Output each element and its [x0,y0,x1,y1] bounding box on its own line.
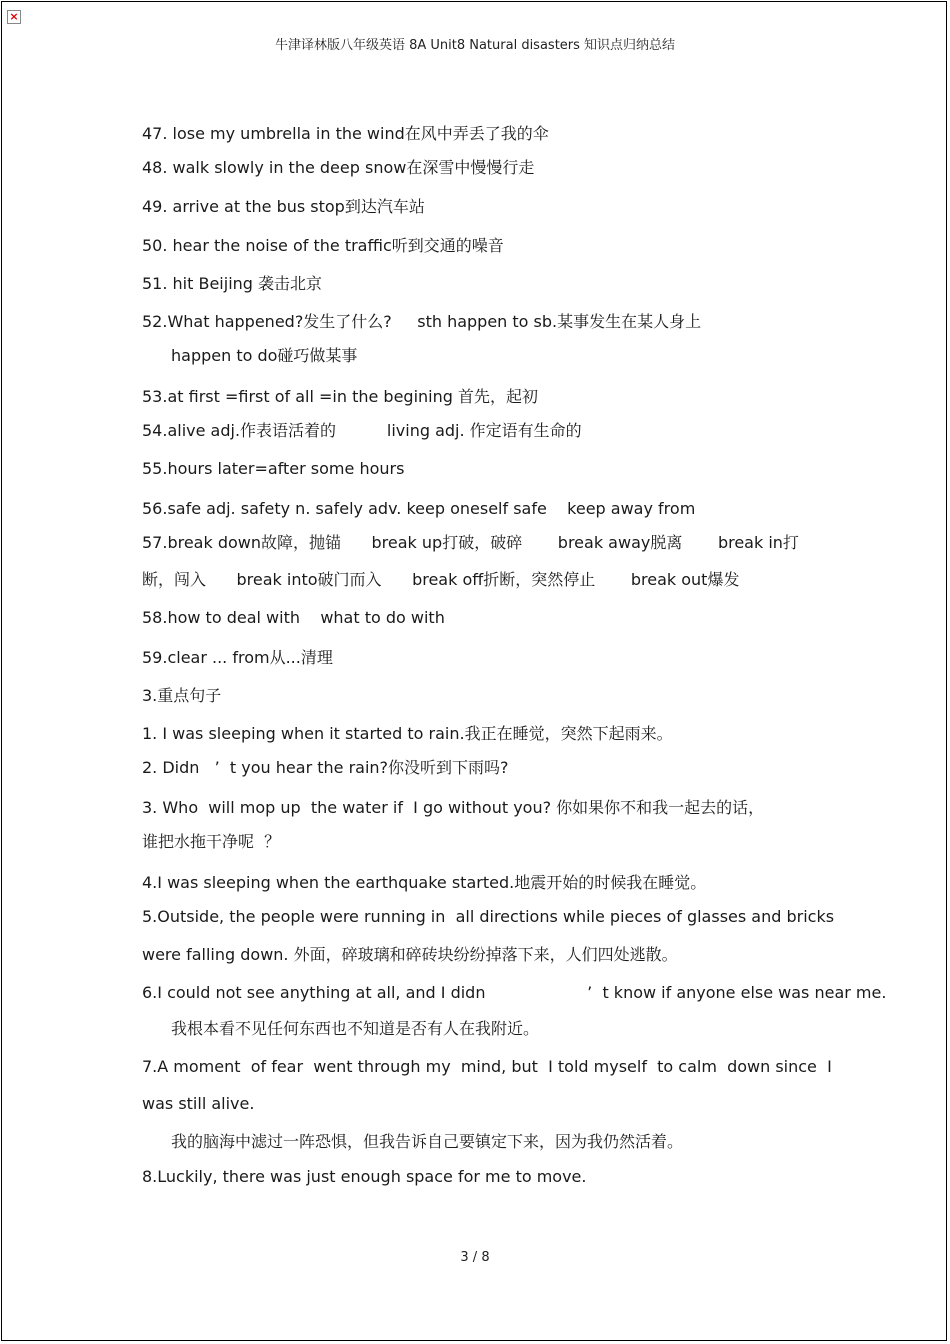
text-line: 8.Luckily, there was just enough space for me to move. [142,1167,587,1186]
text-line: 47. lose my umbrella in the wind在风中弄丢了我的伞 [142,124,549,143]
section-heading: 3.重点句子 [142,686,222,705]
text-line: 我根本看不见任何东西也不知道是否有人在我附近。 [171,1019,540,1038]
text-line: happen to do碰巧做某事 [171,346,358,365]
text-line: were falling down. 外面，碎玻璃和碎砖块纷纷掉落下来，人们四处逃散。 [142,945,678,964]
text-line: 48. walk slowly in the deep snow在深雪中慢慢行走 [142,158,535,177]
text-line: 54.alive adj.作表语活着的 living adj. 作定语有生命的 [142,421,582,440]
text-line: 53.at first =first of all =in the begining 首先，起初 [142,387,539,406]
text-line: 1. I was sleeping when it started to rain.我正在睡觉，突然下起雨来。 [142,724,673,743]
text-line: 50. hear the noise of the traffic听到交通的噪音 [142,236,504,255]
text-line: 2. Didn ’ t you hear the rain?你没听到下雨吗? [142,758,509,777]
page-header: 牛津译林版八年级英语 8A Unit8 Natural disasters 知识点归纳总结 [274,38,676,53]
text-line: was still alive. [142,1094,255,1113]
text-line: 58.how to deal with what to do with [142,608,445,627]
text-line: 52.What happened?发生了什么? sth happen to sb.某事发生在某人身上 [142,312,702,331]
text-line: 我的脑海中滤过一阵恐惧，但我告诉自己要镇定下来，因为我仍然活着。 [171,1132,684,1151]
text-line: 6.I could not see anything at all, and I didn ’ t know if anyone else was near me. [142,983,887,1002]
text-line: 谁把水拖干净呢 ？ [142,832,281,851]
text-line: 51. hit Beijing 袭击北京 [142,274,323,293]
text-line: 断，闯入 break into破门而入 break off折断，突然停止 break out爆发 [142,570,740,589]
text-line: 49. arrive at the bus stop到达汽车站 [142,197,425,216]
text-line: 55.hours later=after some hours [142,459,405,478]
text-line: 4.I was sleeping when the earthquake started.地震开始的时候我在睡觉。 [142,873,707,892]
page-number: 3 / 8 [460,1250,490,1265]
text-line: 7.A moment of fear went through my mind, but I told myself to calm down since I [142,1057,832,1076]
text-line: 5.Outside, the people were running in all directions while pieces of glasses and bricks [142,907,835,926]
text-line: 57.break down故障，抛锚 break up打破，破碎 break away脱离 break in打 [142,533,799,552]
text-line: 56.safe adj. safety n. safely adv. keep oneself safe keep away from [142,499,696,518]
broken-image-icon: × [7,10,21,24]
text-line: 3. Who will mop up the water if I go without you? 你如果你不和我一起去的话， [142,798,765,817]
text-line: 59.clear ... from从...清理 [142,648,333,667]
